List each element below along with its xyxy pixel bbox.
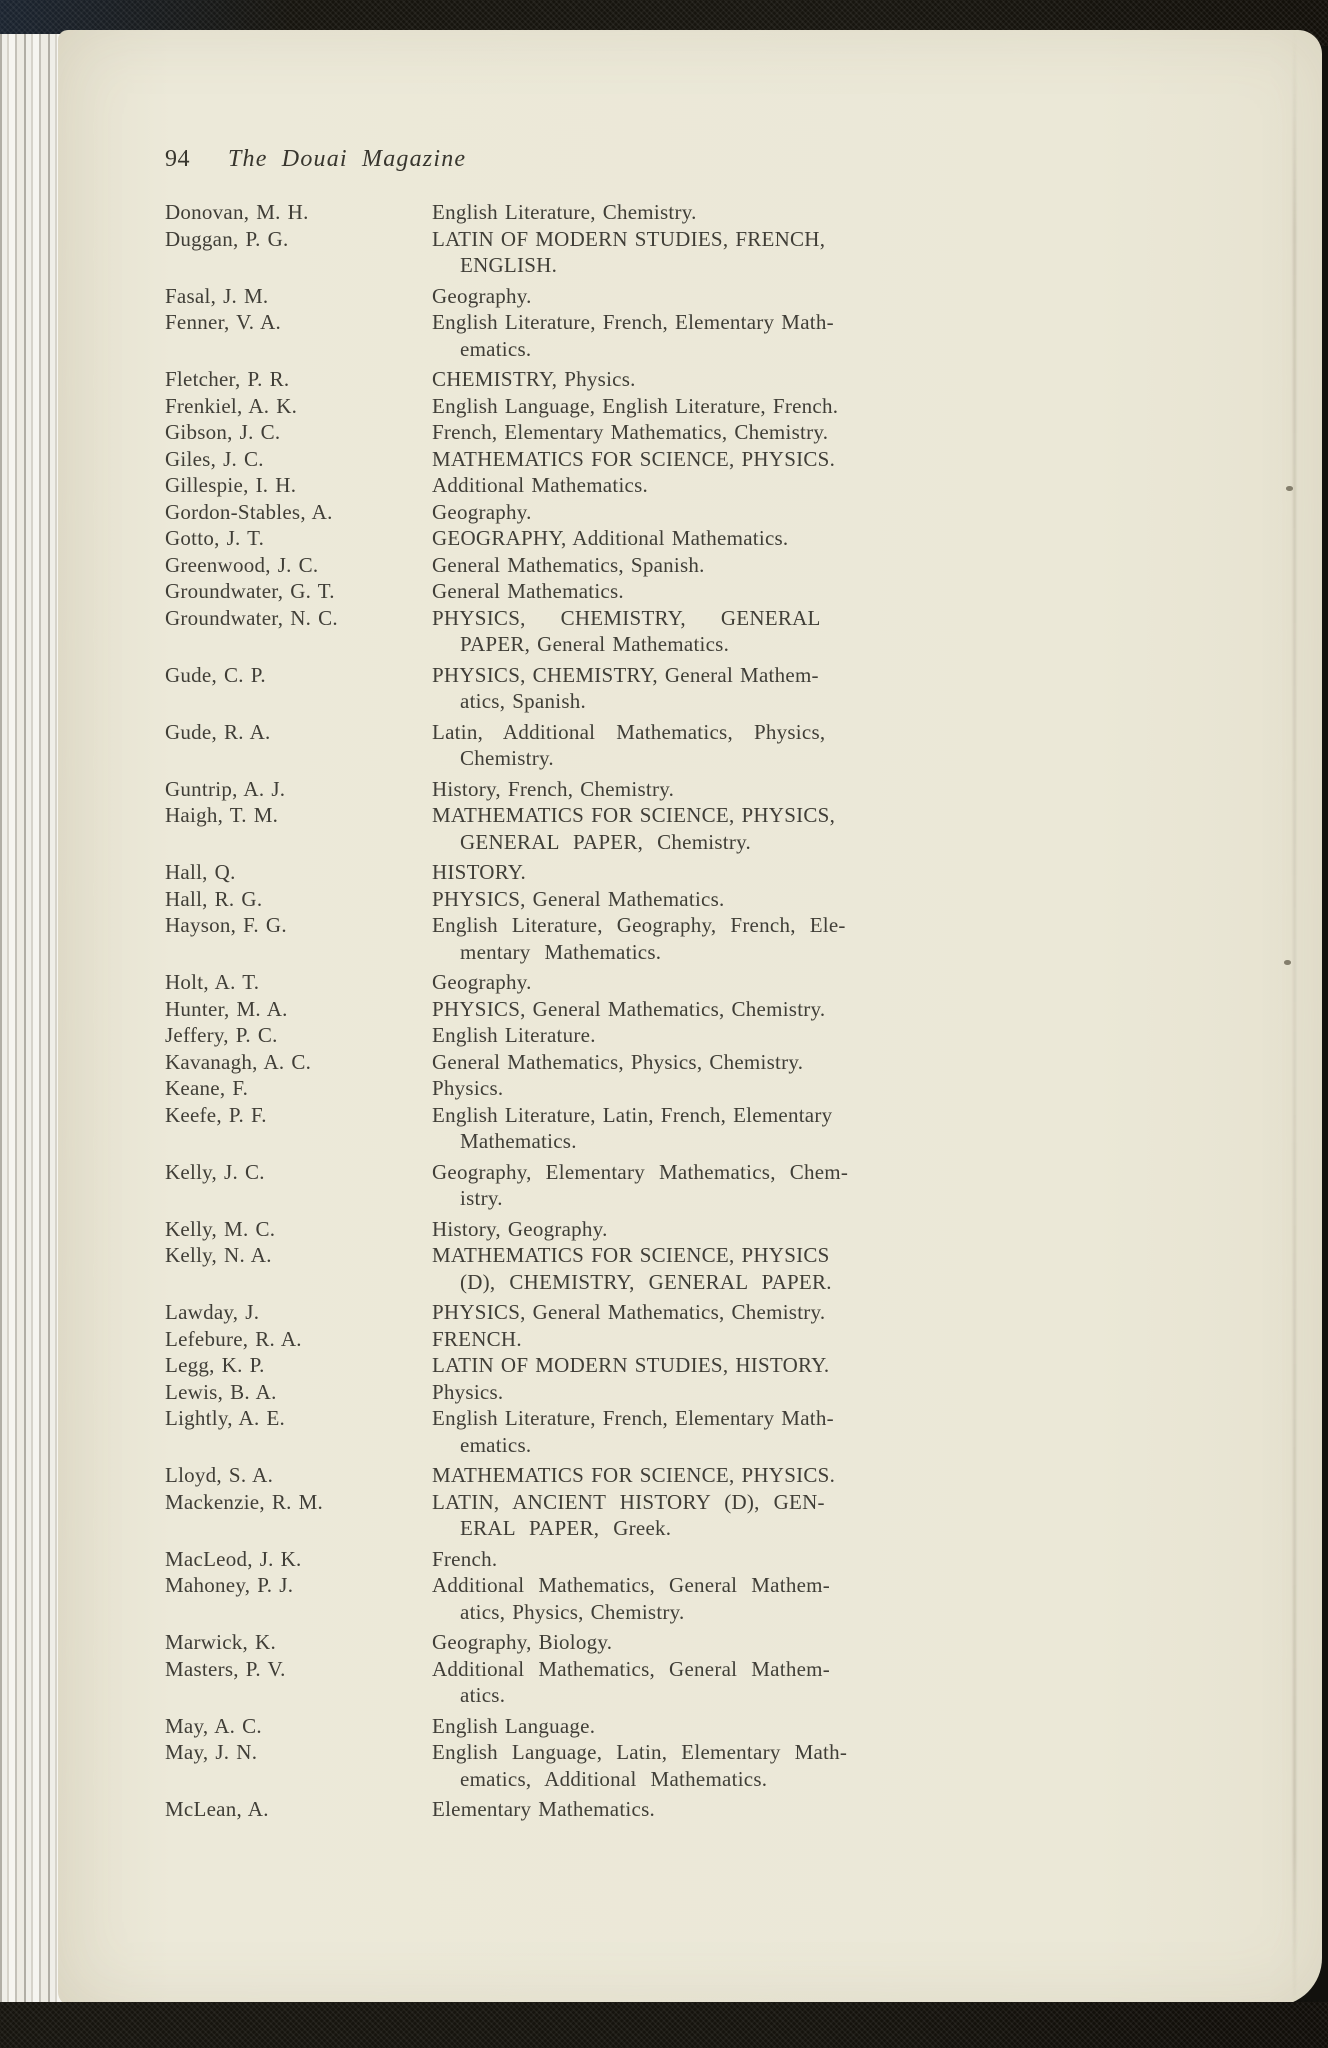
entry-row (165, 1379, 1322, 1406)
entry-name: Kavanagh, A. C. (165, 1049, 312, 1074)
subject-line: English Literature, French, Elementary Math- (432, 310, 834, 334)
entry-name: Fletcher, P. R. (165, 367, 290, 391)
entry-subjects (432, 1049, 892, 1076)
entry-subjects (432, 199, 892, 226)
entry-name: Groundwater, G. T. (165, 579, 335, 603)
entry-row (165, 605, 1322, 658)
entry-subjects (432, 226, 892, 279)
subject-line: PHYSICS, CHEMISTRY, General Mathem- (432, 662, 819, 687)
entry-row (165, 1462, 1322, 1489)
entry-row (165, 1405, 1322, 1458)
entry-subjects (432, 446, 892, 473)
entry-row (165, 226, 1322, 279)
entry-subjects (432, 969, 892, 996)
subject-line: PHYSICS, General Mathematics, Chemistry. (432, 1300, 826, 1324)
subject-line: Additional Mathematics. (432, 473, 649, 497)
entry-name: Lawday, J. (165, 1300, 260, 1324)
entry-row (165, 1572, 1322, 1625)
page-header (165, 146, 1322, 173)
subject-line: English Language, English Literature, French. (432, 393, 839, 418)
entry-row (165, 199, 1322, 226)
subject-line: LATIN, ANCIENT HISTORY (D), GEN- (432, 1489, 825, 1514)
subject-line: General Mathematics, Physics, Chemistry. (432, 1049, 804, 1074)
subject-line: HISTORY. (432, 860, 527, 884)
subject-line: GENERAL PAPER, Chemistry. (460, 829, 752, 854)
entry-row (165, 1489, 1322, 1542)
entry-row (165, 1796, 1322, 1823)
subject-line: Mathematics. (460, 1129, 577, 1153)
entry-name: Groundwater, N. C. (165, 605, 338, 630)
entry-subjects (432, 1462, 892, 1489)
entry-row (165, 1739, 1322, 1792)
entry-row (165, 309, 1322, 362)
entry-name: Donovan, M. H. (165, 200, 309, 224)
subject-line: atics. (460, 1683, 506, 1707)
subject-line: mentary Mathematics. (460, 939, 662, 964)
entry-row (165, 1102, 1322, 1155)
entry-subjects (432, 886, 892, 913)
subject-line: Additional Mathematics, General Mathem- (432, 1656, 830, 1681)
entry-row (165, 1629, 1322, 1656)
subject-line: ENGLISH. (460, 253, 558, 277)
entry-row (165, 552, 1322, 579)
entry-subjects (432, 1242, 892, 1295)
entry-name: Gude, R. A. (165, 719, 271, 744)
subject-line: MATHEMATICS FOR SCIENCE, PHYSICS, (432, 803, 836, 827)
subject-line: Additional Mathematics, General Mathem- (432, 1573, 830, 1597)
entry-subjects (432, 1546, 892, 1573)
subject-line: Latin, Additional Mathematics, Physics, (432, 719, 826, 744)
entry-row (165, 366, 1322, 393)
subject-line: Physics. (432, 1076, 504, 1100)
entry-subjects (432, 802, 892, 855)
entry-name: Hall, R. G. (165, 886, 263, 911)
entry-name: Lloyd, S. A. (165, 1463, 274, 1487)
subject-line: Geography, Biology. (432, 1630, 613, 1654)
entry-name: Gillespie, I. H. (165, 473, 297, 497)
entry-row (165, 578, 1322, 605)
subject-line: (D), CHEMISTRY, GENERAL PAPER. (460, 1269, 832, 1294)
book-cover-bottom (0, 2002, 1328, 2048)
subject-line: English Language. (432, 1713, 596, 1738)
subject-line: LATIN OF MODERN STUDIES, FRENCH, (432, 226, 826, 251)
entry-subjects (432, 1572, 892, 1625)
entry-subjects (432, 472, 892, 499)
entry-subjects (432, 309, 892, 362)
subject-line: English Literature. (432, 1023, 596, 1047)
subject-line: English Literature, Geography, French, Ele- (432, 913, 846, 937)
entry-subjects (432, 1656, 892, 1709)
magazine-page (58, 30, 1322, 2006)
entry-name: Giles, J. C. (165, 446, 264, 471)
entry-name: Gotto, J. T. (165, 526, 265, 550)
entry-subjects (432, 1352, 892, 1379)
page-blemish (1286, 486, 1293, 491)
entry-subjects (432, 393, 892, 420)
entry-name: Duggan, P. G. (165, 226, 289, 251)
entry-name: Legg, K. P. (165, 1353, 265, 1377)
entry-subjects (432, 996, 892, 1023)
entry-name: Fasal, J. M. (165, 283, 269, 308)
entry-name: Hunter, M. A. (165, 996, 288, 1021)
entry-name: May, A. C. (165, 1713, 262, 1738)
exam-results-list (165, 199, 1322, 1823)
subject-line: atics, Spanish. (460, 689, 586, 713)
entry-row (165, 859, 1322, 886)
subject-line: LATIN OF MODERN STUDIES, HISTORY. (432, 1353, 830, 1377)
entry-name: Greenwood, J. C. (165, 552, 319, 577)
entry-name: Lefebure, R. A. (165, 1326, 302, 1351)
entry-subjects (432, 283, 892, 310)
subject-line: History, French, Chemistry. (432, 776, 675, 801)
entry-subjects (432, 605, 892, 658)
magazine-title: The Douai Magazine (228, 146, 467, 172)
entry-row (165, 1713, 1322, 1740)
entry-row (165, 393, 1322, 420)
entry-subjects (432, 662, 892, 715)
entry-name: Frenkiel, A. K. (165, 393, 298, 418)
entry-name: Lightly, A. E. (165, 1406, 286, 1430)
subject-line: MATHEMATICS FOR SCIENCE, PHYSICS. (432, 1463, 836, 1487)
entry-name: Fenner, V. A. (165, 310, 282, 334)
subject-line: PHYSICS, CHEMISTRY, GENERAL (432, 605, 821, 630)
entry-subjects (432, 525, 892, 552)
entry-row (165, 283, 1322, 310)
entry-row (165, 996, 1322, 1023)
entry-row (165, 719, 1322, 772)
entry-row (165, 912, 1322, 965)
entry-row (165, 1299, 1322, 1326)
subject-line: FRENCH. (432, 1326, 522, 1351)
entry-row (165, 1242, 1322, 1295)
subject-line: English Literature, French, Elementary Math- (432, 1406, 834, 1430)
entry-row (165, 1656, 1322, 1709)
entry-subjects (432, 366, 892, 393)
subject-line: English Literature, Chemistry. (432, 200, 697, 224)
entry-name: Haigh, T. M. (165, 803, 279, 827)
entry-subjects (432, 859, 892, 886)
entry-row (165, 499, 1322, 526)
entry-row (165, 472, 1322, 499)
entry-row (165, 1022, 1322, 1049)
entry-name: Marwick, K. (165, 1630, 276, 1654)
entry-subjects (432, 1299, 892, 1326)
entry-subjects (432, 1379, 892, 1406)
entry-row (165, 1159, 1322, 1212)
subject-line: MATHEMATICS FOR SCIENCE, PHYSICS (432, 1243, 830, 1267)
entry-subjects (432, 1713, 892, 1740)
entry-row (165, 802, 1322, 855)
entry-name: Hall, Q. (165, 860, 236, 884)
entry-row (165, 776, 1322, 803)
entry-name: Lewis, B. A. (165, 1379, 277, 1404)
entry-name: Holt, A. T. (165, 970, 260, 994)
entry-row (165, 1075, 1322, 1102)
subject-line: PHYSICS, General Mathematics. (432, 886, 725, 911)
entry-name: Hayson, F. G. (165, 913, 287, 937)
entry-name: McLean, A. (165, 1797, 269, 1821)
entry-subjects (432, 1405, 892, 1458)
subject-line: General Mathematics, Spanish. (432, 552, 705, 577)
page-content (58, 30, 1322, 1823)
subject-line: French, Elementary Mathematics, Chemistry. (432, 420, 829, 444)
subject-line: Elementary Mathematics. (432, 1797, 656, 1821)
subject-line: History, Geography. (432, 1216, 608, 1241)
subject-line: atics, Physics, Chemistry. (460, 1599, 685, 1624)
entry-row (165, 525, 1322, 552)
entry-subjects (432, 552, 892, 579)
entry-row (165, 1049, 1322, 1076)
entry-subjects (432, 719, 892, 772)
entry-subjects (432, 1796, 892, 1823)
entry-row (165, 969, 1322, 996)
entry-name: MacLeod, J. K. (165, 1546, 302, 1571)
subject-line: General Mathematics. (432, 579, 624, 603)
entry-subjects (432, 1489, 892, 1542)
subject-line: Physics. (432, 1379, 504, 1404)
subject-line: istry. (460, 1186, 503, 1210)
entry-row (165, 662, 1322, 715)
entry-subjects (432, 578, 892, 605)
entry-row (165, 419, 1322, 446)
subject-line: English Language, Latin, Elementary Math- (432, 1740, 848, 1764)
entry-subjects (432, 776, 892, 803)
entry-name: Masters, P. V. (165, 1656, 286, 1681)
entry-row (165, 446, 1322, 473)
subject-line: GEOGRAPHY, Additional Mathematics. (432, 526, 789, 550)
entry-subjects (432, 1159, 892, 1212)
subject-line: Chemistry. (460, 746, 554, 770)
subject-line: Geography. (432, 283, 532, 308)
subject-line: ematics. (460, 336, 532, 361)
entry-name: Keane, F. (165, 1076, 249, 1100)
subject-line: ematics, Additional Mathematics. (460, 1766, 768, 1791)
entry-name: May, J. N. (165, 1740, 258, 1764)
entry-name: Gude, C. P. (165, 662, 266, 687)
entry-subjects (432, 1739, 892, 1792)
entry-subjects (432, 1629, 892, 1656)
subject-line: CHEMISTRY, Physics. (432, 367, 636, 391)
subject-line: French. (432, 1546, 498, 1571)
entry-name: Kelly, M. C. (165, 1216, 276, 1241)
subject-line: PAPER, General Mathematics. (460, 632, 730, 656)
entry-name: Mackenzie, R. M. (165, 1489, 324, 1514)
entry-name: Guntrip, A. J. (165, 776, 286, 801)
page-blemish (1284, 960, 1291, 965)
entry-row (165, 1326, 1322, 1353)
subject-line: English Literature, Latin, French, Elementary (432, 1102, 833, 1127)
entry-name: Gordon-Stables, A. (165, 499, 333, 524)
entry-subjects (432, 912, 892, 965)
entry-name: Jeffery, P. C. (165, 1023, 278, 1047)
subject-line: PHYSICS, General Mathematics, Chemistry. (432, 996, 826, 1021)
subject-line: ematics. (460, 1432, 532, 1457)
subject-line: ERAL PAPER, Greek. (460, 1516, 672, 1540)
entry-subjects (432, 1326, 892, 1353)
entry-subjects (432, 1075, 892, 1102)
entry-subjects (432, 1216, 892, 1243)
entry-name: Keefe, P. F. (165, 1102, 267, 1127)
entry-row (165, 886, 1322, 913)
subject-line: Geography. (432, 499, 532, 524)
entry-name: Mahoney, P. J. (165, 1573, 294, 1597)
subject-line: Geography, Elementary Mathematics, Chem- (432, 1159, 849, 1184)
entry-subjects (432, 1102, 892, 1155)
subject-line: MATHEMATICS FOR SCIENCE, PHYSICS. (432, 446, 836, 471)
entry-subjects (432, 1022, 892, 1049)
subject-line: Geography. (432, 970, 532, 994)
entry-subjects (432, 419, 892, 446)
entry-row (165, 1546, 1322, 1573)
entry-name: Gibson, J. C. (165, 420, 281, 444)
page-number: 94 (165, 146, 190, 172)
entry-name: Kelly, J. C. (165, 1159, 265, 1184)
entry-row (165, 1352, 1322, 1379)
entry-subjects (432, 499, 892, 526)
entry-row (165, 1216, 1322, 1243)
entry-name: Kelly, N. A. (165, 1243, 272, 1267)
